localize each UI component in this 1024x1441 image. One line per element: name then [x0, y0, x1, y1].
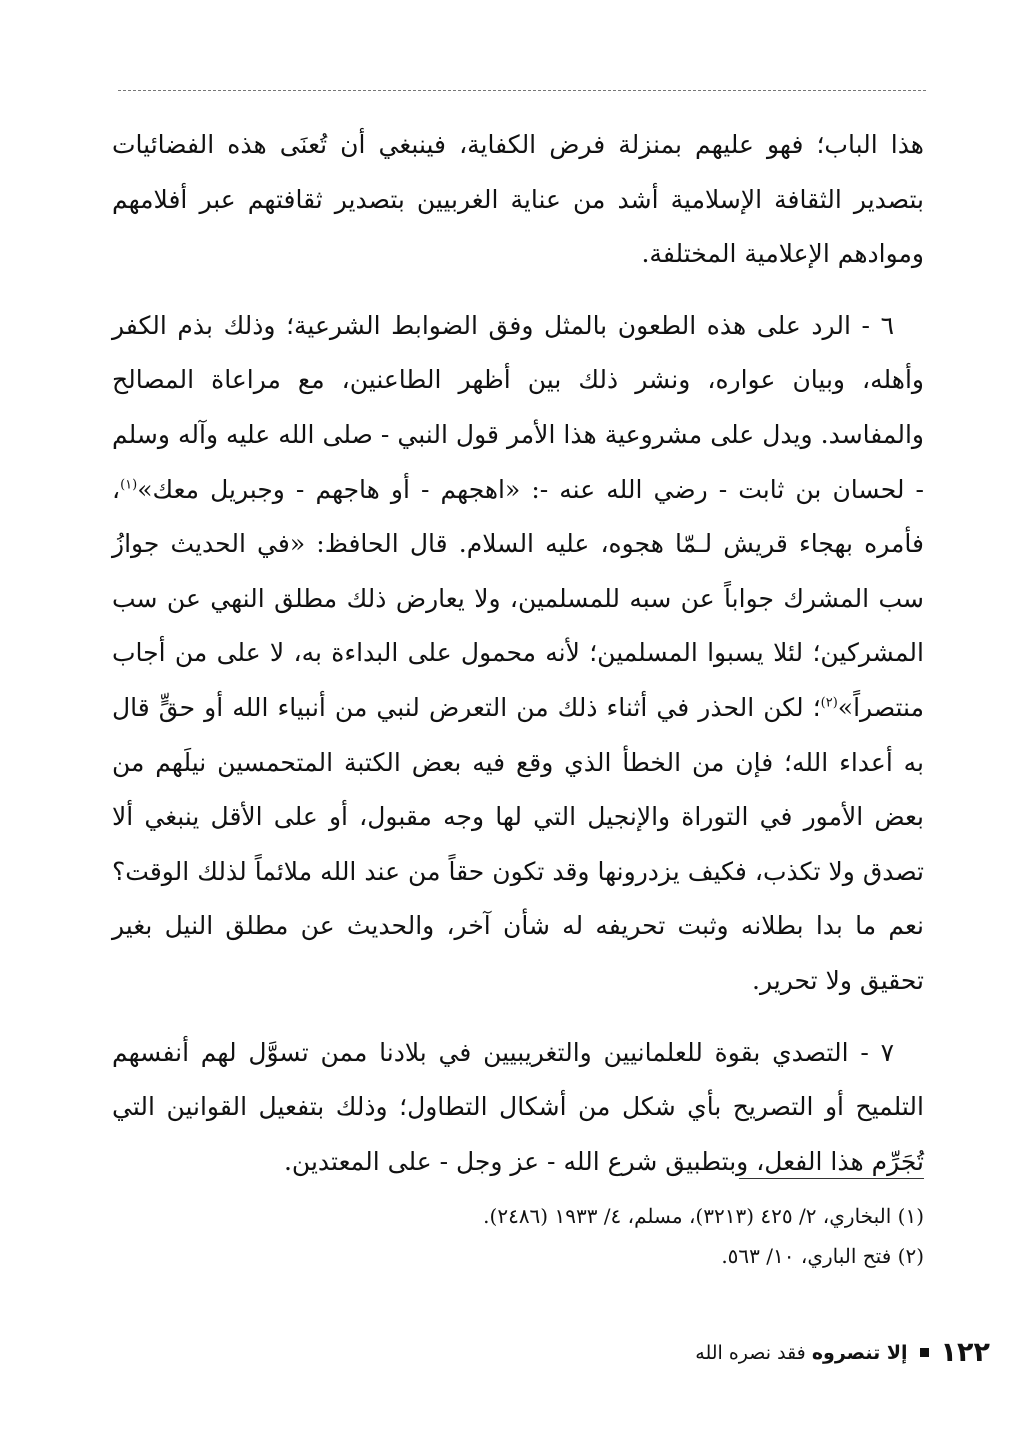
footnote-1: (١) البخاري، ٢/ ٤٢٥ (٣٢١٣)، مسلم، ٤/ ١٩٣٣ (٢٤٨٦).: [483, 1204, 924, 1228]
page-number: ١٢٢: [940, 1337, 990, 1368]
footnotes: [300, 1196, 924, 1276]
square-bullet-icon: [920, 1348, 929, 1357]
book-title: [695, 1342, 907, 1364]
footnote-ref-2[interactable]: (٢): [820, 695, 838, 711]
book-title-rest: فقد نصره الله: [695, 1341, 812, 1364]
footnote-separator: [739, 1178, 924, 1179]
footnote-2: (٢) فتح الباري، ١٠/ ٥٦٣.: [721, 1244, 924, 1268]
paragraph-2: [112, 299, 924, 1009]
paragraph-1: هذا الباب؛ فهو عليهم بمنزلة فرض الكفاية، فينبغي أن تُعنَى هذه الفضائيات بتصدير الثقافة الإسلامية أشد من عناية الغربيين بتصدير ثقافتهم عبر أفلامهم وموادهم الإعلامية المختلفة.: [112, 130, 924, 269]
paragraph-2-part-1: ٦ - الرد على هذه الطعون بالمثل وفق الضوابط الشرعية؛ وذلك بذم الكفر وأهله، وبيان عواره، ونشر ذلك بين أظهر الطاعنين، مع مراعاة المصالح والمفاسد. ويدل على مشروعية هذا الأمر قول النبي - صلى الله عليه وآله وسلم - لحسان بن ثابت - رضي الله عنه -: «اهجهم - أو هاجهم - وجبريل معك»: [112, 310, 924, 504]
paragraph-3: ٧ - التصدي بقوة للعلمانيين والتغريبيين في بلادنا ممن تسوَّل لهم أنفسهم التلميح أو التصريح بأي شكل من أشكال التطاول؛ وذلك بتفعيل القوانين التي تُجَرِّم هذا الفعل، وبتطبيق شرع الله - عز وجل - على المعتدين.: [112, 1037, 924, 1176]
book-title-bold: إلا تنصروه: [811, 1341, 908, 1364]
main-text: [112, 118, 924, 1189]
footnote-ref-1[interactable]: (١): [120, 477, 138, 493]
paragraph-2-part-2: ، فأمره بهجاء قريش لـمّا هجوه، عليه السلام. قال الحافظ: «في الحديث جوازُ سب المشرك جواباً عن سبه للمسلمين، ولا يعارض ذلك مطلق النهي عن سب المشركين؛ لئلا يسبوا المسلمين؛ لأنه محمول على البداءة به، لا على من أجاب منتصراً»: [112, 474, 924, 722]
header-rule: [118, 90, 926, 91]
paragraph-2-part-3: ؛ لكن الحذر في أثناء ذلك من التعرض لنبي من أنبياء الله أو حقٍّ قال به أعداء الله؛ فإن من الخطأ الذي وقع فيه بعض الكتبة المتحمسين نيلَهم من بعض الأمور في التوراة والإنجيل التي لها وجه مقبول، أو على الأقل ينبغي ألا تصدق ولا تكذب، فكيف يزدرونها وقد تكون حقاً من عند الله ملائماً لذلك الوقت؟ نعم ما بدا بطلانه وثبت تحريفه له شأن آخر، والحديث عن مطلق النيل بغير تحقيق ولا تحرير.: [112, 692, 924, 995]
page-footer: [695, 1337, 990, 1368]
